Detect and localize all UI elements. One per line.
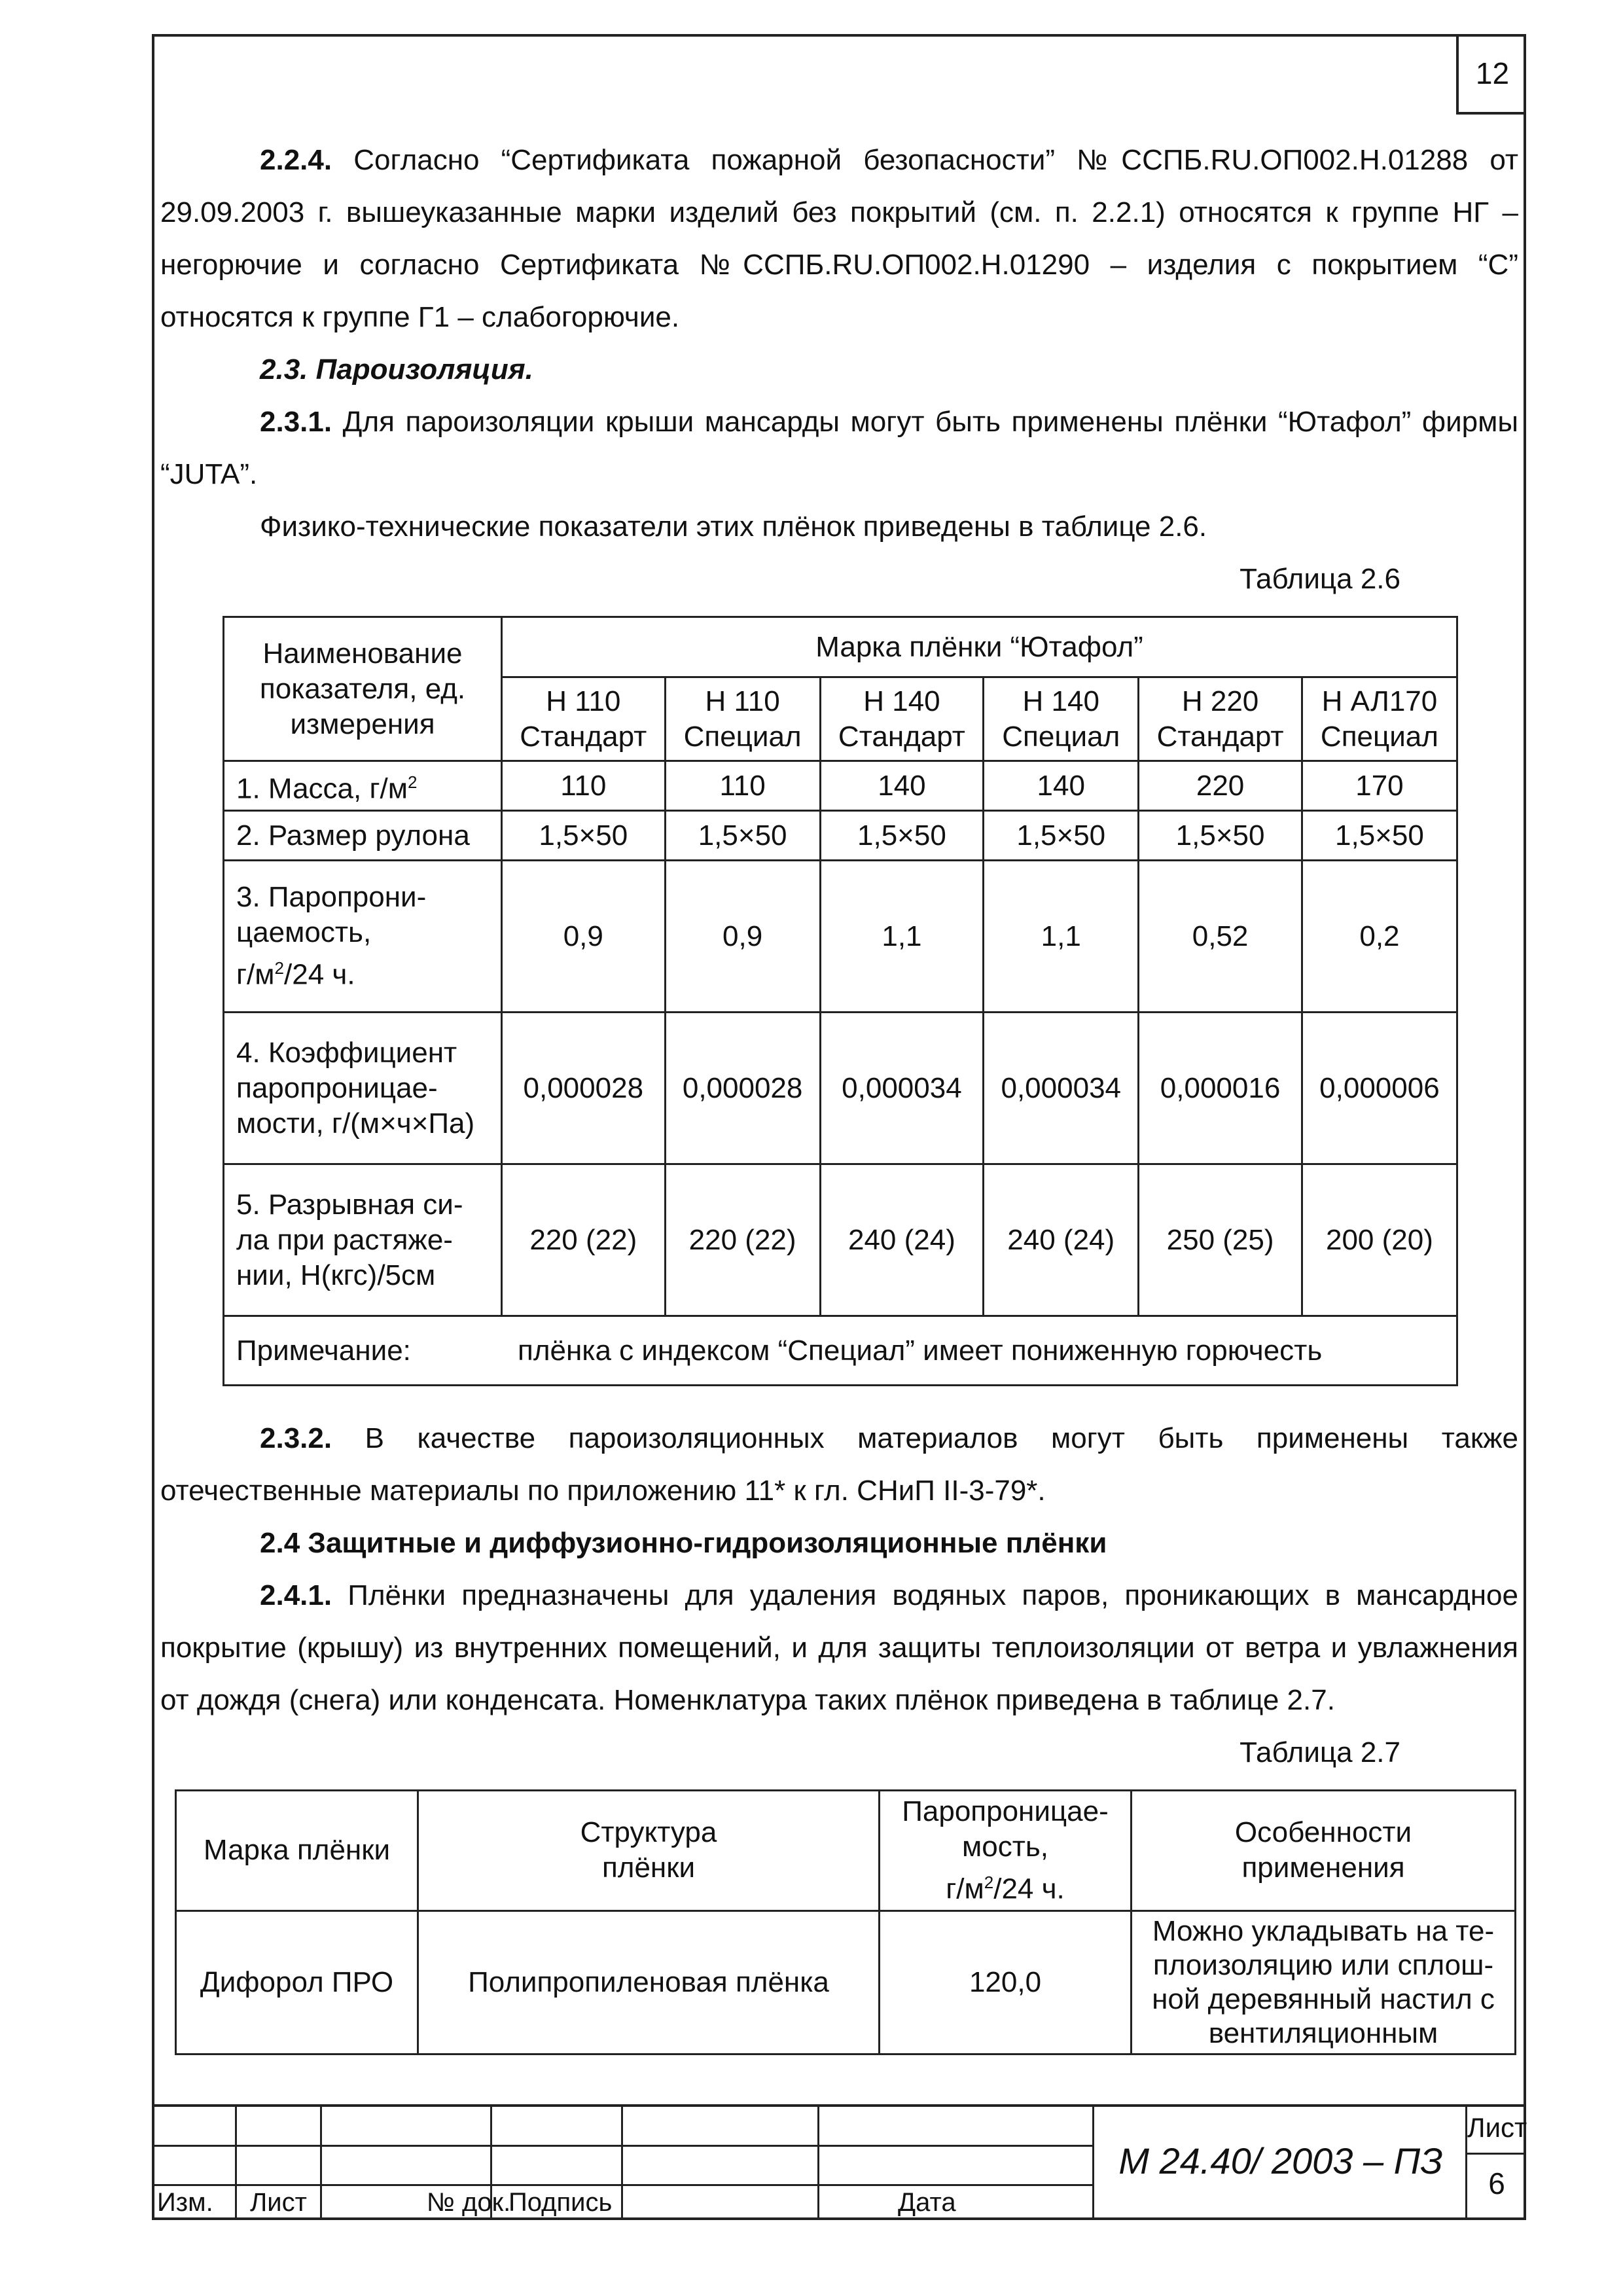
paragraph-2-2-4: 2.2.4. Согласно “Сертификата пожарной безопасности” №ССПБ.RU.ОП002.Н.01288 от 29.09.2003 г. вышеуказанные марки изделий без покрытий (см. п. 2.2.1) относятся к группе НГ – негорючие и согласно Сертификата №ССПБ.RU.ОП002.Н.01290 – изделия с покрытием “С” относятся к группе Г1 – слабогорючие. [160,144,1518,333]
table-row: Дифорол ПРО Полипропиленовая плёнка 120,0 Можно укладывать на те- плоизоляцию или сплош- ной деревянный настил с вентиляционным [176,1910,1516,2054]
table-2-6-caption: Таблица 2.6 [1240,563,1400,595]
table-row: 3. Паропрони- цаемость, $г/м^2/24$ ч. 0,9 0,9 1,1 1,1 0,52 0,2 [224,861,1457,1013]
page-number: 12 [1456,34,1526,115]
heading-2-3: 2.3. Пароизоляция. [260,353,533,386]
brand-header: Н 140 Стандарт [820,677,984,761]
table-row: 1. Масса, $г/м^2$ 110 110 140 140 220 170 [224,761,1457,811]
paragraph-2-4-1: 2.4.1. Плёнки предназначены для удаления водяных паров, проникающих в мансардное покрытие (крышу) из внутренних помещений, и для защиты теплоизоляции от ветра и увлажнения от дождя (снега) или конденсата. Номенклатура таких плёнок приведена в таблице 2.7. [160,1579,1518,1716]
group-header: Марка плёнки “Ютафол” [502,617,1457,677]
param-header: Наименование показателя, ед. измерения [224,617,502,761]
brand-header: Н 110 Стандарт [502,677,666,761]
document-body [160,134,1518,2055]
document-designation: М 24.40/ 2003 – ПЗ [1118,2140,1443,2181]
brand-header: Н 110 Специал [665,677,820,761]
title-block: Изм. Лист № док. Подпись Дата М 24.40/ 2003 – ПЗ Лист 6 [152,2104,1526,2220]
brand-header: Н АЛ170 Специал [1302,677,1457,761]
paragraph-2-3-2: 2.3.2. В качестве пароизоляционных материалов могут быть применены также отечественные материалы по приложению 11* к гл. СНиП II-3-79*. [160,1422,1518,1507]
table-2-7-caption: Таблица 2.7 [1240,1736,1400,1768]
sheet-number: 6 [1488,2166,1505,2200]
brand-header: Н 140 Специал [984,677,1139,761]
heading-2-4: 2.4 Защитные и диффузионно-гидроизоляционные плёнки [260,1527,1107,1559]
paragraph-phys-props: Физико-технические показатели этих плёнок приведены в таблице 2.6. [260,511,1207,543]
table-row: 5. Разрывная си- ла при растяже- нии, Н(кгс)/5см 220 (22) 220 (22) 240 (24) 240 (24) 250 (25) 200 (20) [224,1164,1457,1316]
paragraph-2-3-1: 2.3.1. Для пароизоляции крыши мансарды могут быть применены плёнки “Ютафол” фирмы “JUTA”. [160,406,1518,490]
table-row: 4. Коэффициент паропроницае- мости, г/(м×ч×Па) 0,000028 0,000028 0,000034 0,000034 0,000016 0,000006 [224,1013,1457,1164]
brand-header: Н 220 Стандарт [1139,677,1302,761]
table-note-row: Примечание: плёнка с индексом “Специал” имеет пониженную горючесть [224,1316,1457,1386]
table-2-7: Марка плёнки Структура плёнки Паропроницае- мость, $г/м^2/24$ ч. Особенности применения Дифорол ПРО Полипропиленовая плёнка 120,0 Можно укладывать на те- плоизоляцию или сплош- ной деревянный настил с вентиляционным [175,1789,1516,2055]
table-2-6 [223,616,1458,1386]
table-row: 2. Размер рулона 1,5×50 1,5×50 1,5×50 1,5×50 1,5×50 1,5×50 [224,811,1457,861]
